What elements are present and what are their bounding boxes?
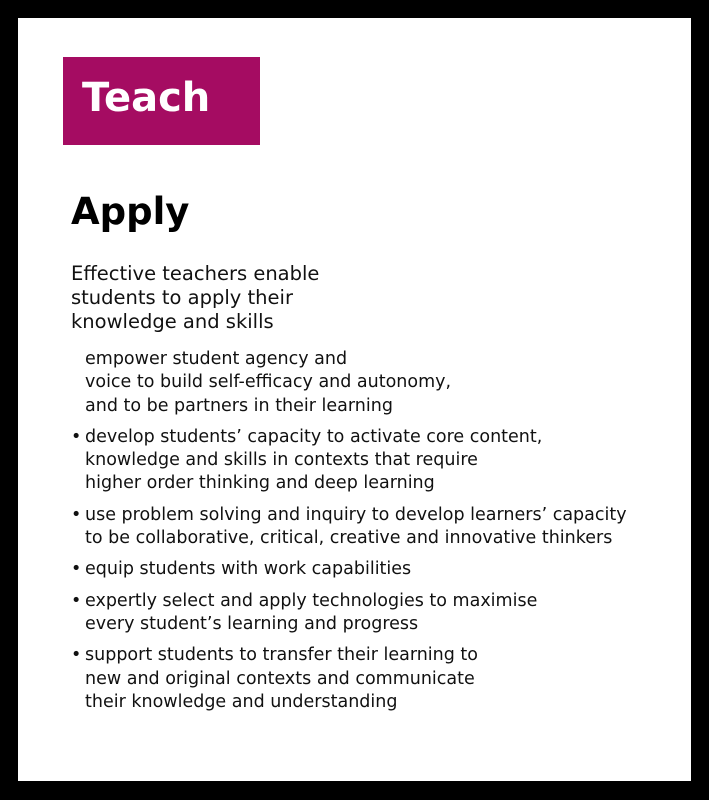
list-item: • expertly select and apply technologies to maximise every student’s learning and progress xyxy=(71,590,538,634)
list-item: • support students to transfer their learning to new and original contexts and communicate their knowledge and understanding xyxy=(71,645,478,712)
intro-line: knowledge and skills xyxy=(71,310,274,333)
bullet-icon: • xyxy=(71,426,82,447)
intro-line: Effective teachers enable xyxy=(71,262,320,285)
intro-text xyxy=(71,262,371,334)
list-item: • develop students’ capacity to activate core content, knowledge and skills in contexts that require higher order thinking and deep learning xyxy=(71,426,543,494)
bullet-icon: • xyxy=(71,504,82,525)
teach-badge xyxy=(63,57,260,145)
document-page xyxy=(18,18,691,781)
list-item: empower student agency and voice to build self-efficacy and autonomy, and to be partners in their learning xyxy=(85,349,452,416)
badge-label: Teach xyxy=(82,75,211,121)
bullet-icon: • xyxy=(71,645,82,666)
intro-line: students to apply their xyxy=(71,286,293,309)
capability-list xyxy=(68,348,668,722)
section-title: Apply xyxy=(71,190,190,233)
bullet-icon: • xyxy=(71,590,82,611)
list-item: • equip students with work capabilities xyxy=(68,558,668,581)
list-item: • use problem solving and inquiry to develop learners’ capacity to be collaborative, critical, creative and innovative thinkers xyxy=(71,504,627,549)
bullet-icon: • xyxy=(71,559,82,580)
